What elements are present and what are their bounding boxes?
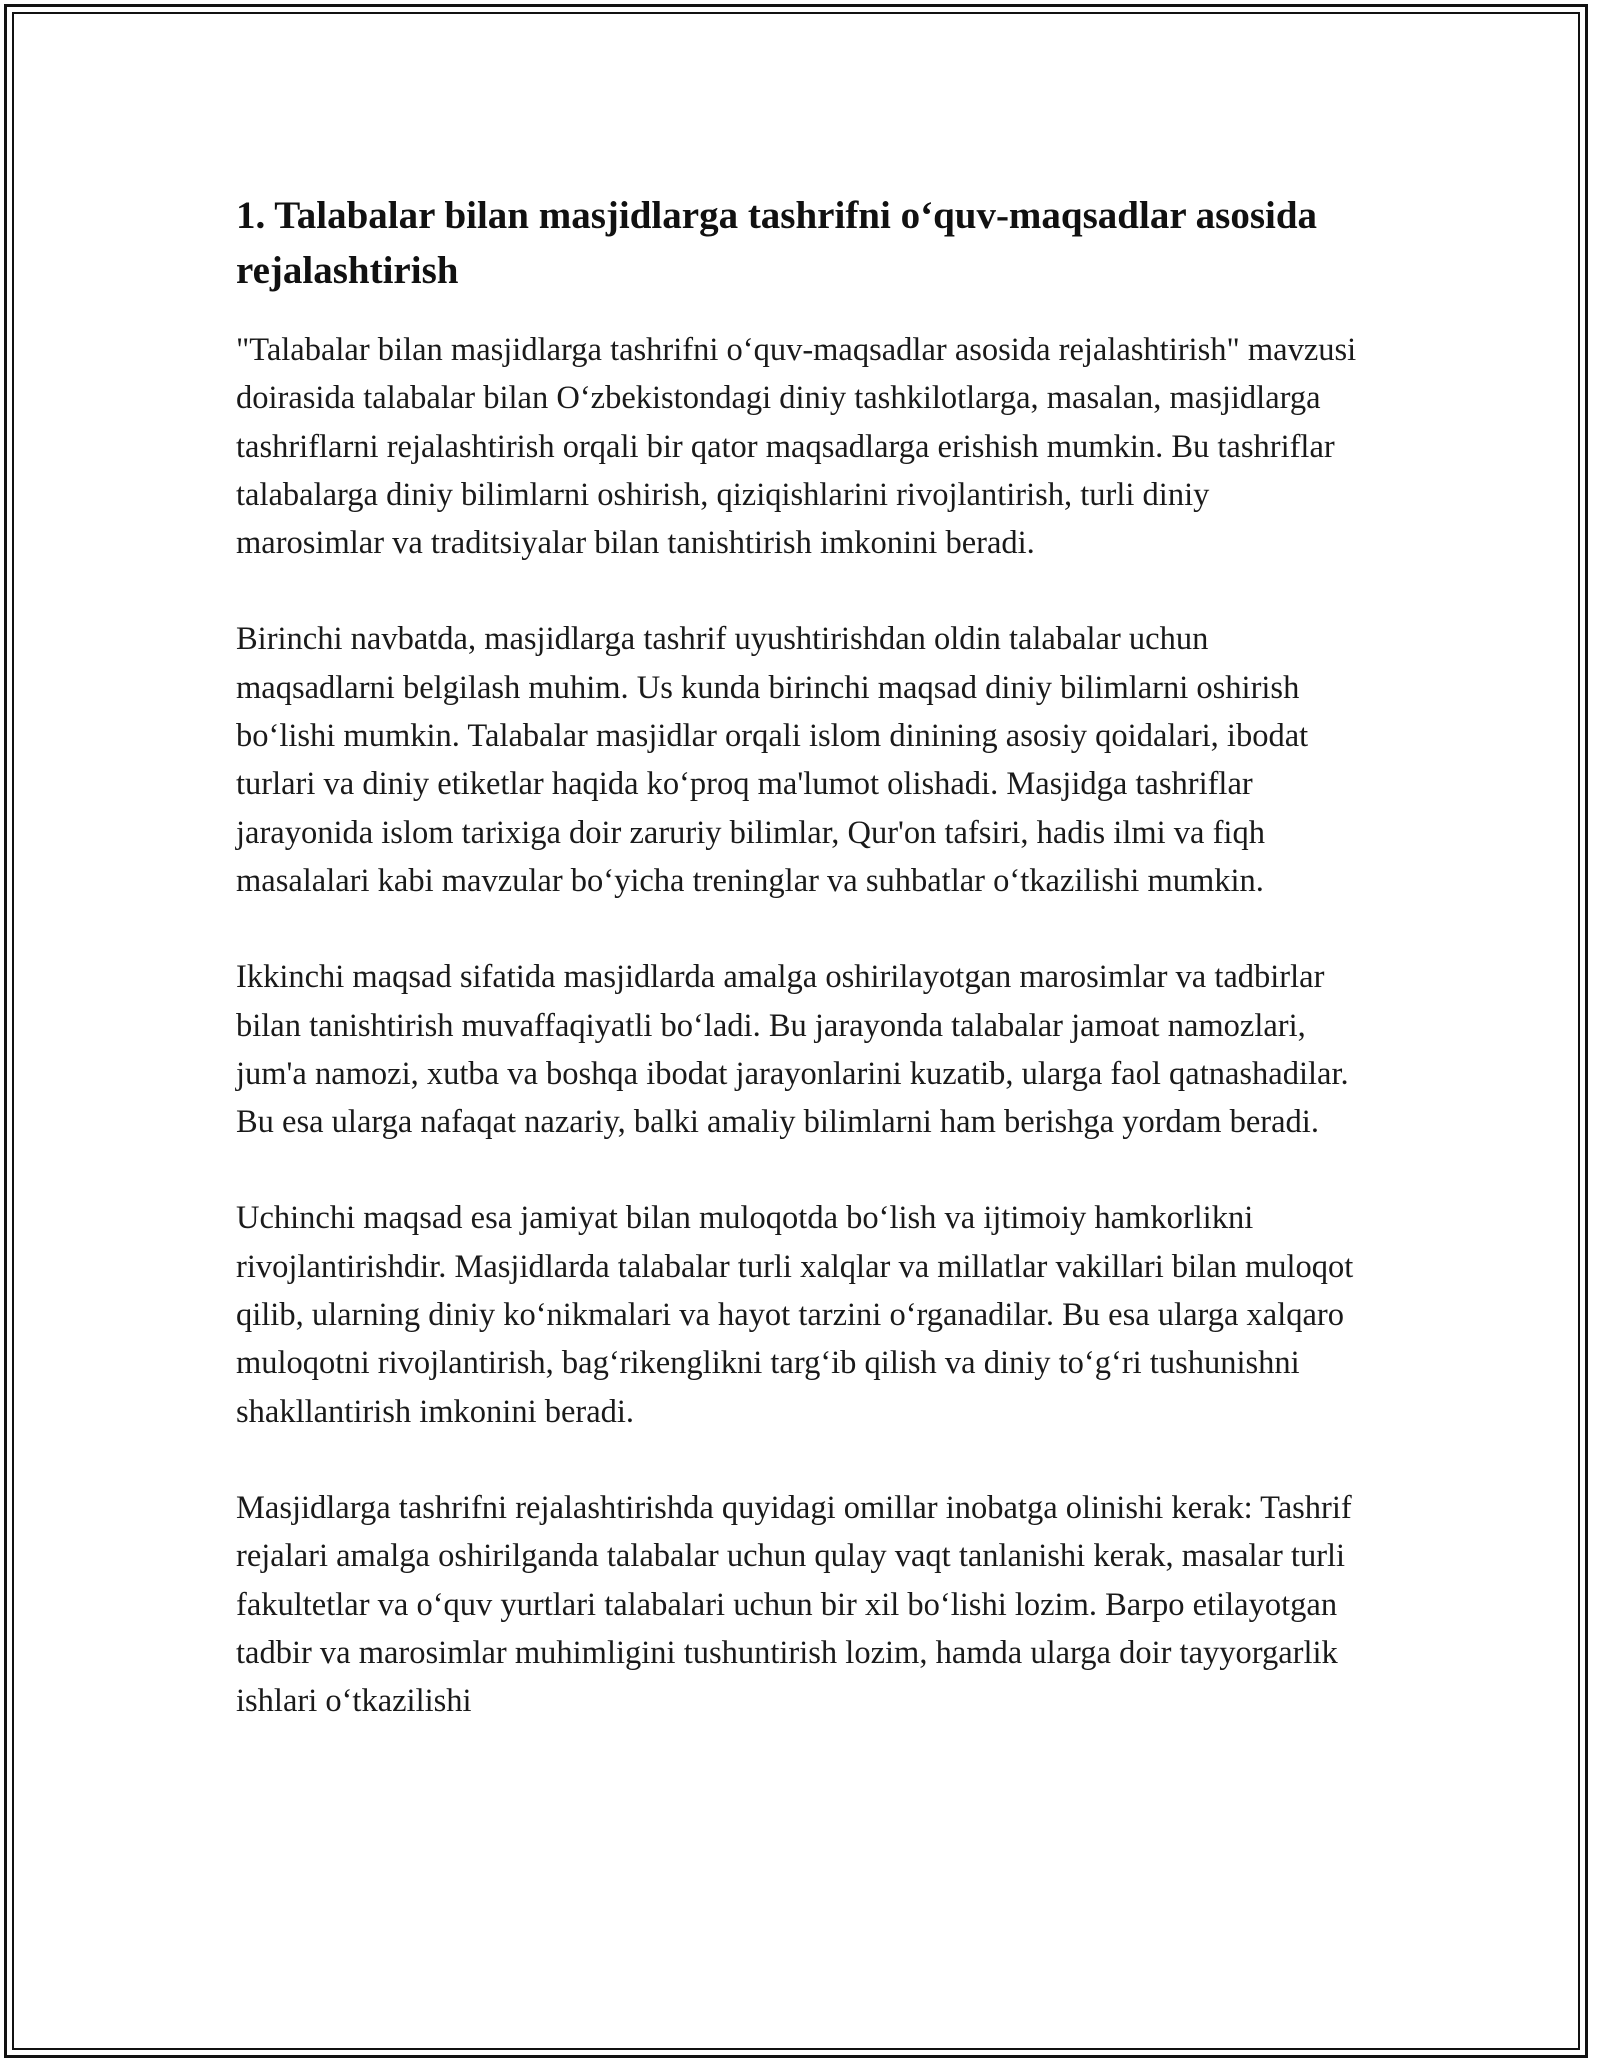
paragraph-first-goal: Birinchi navbatda, masjidlarga tashrif uyushtirishdan oldin talabalar uchun maqsadlarni belgilash muhim. Us kunda birinchi maqsad diniy bilimlarni oshirish bo‘lishi mumkin. Talabalar masjidlar orqali islom dinining asosiy qoidalari, ibodat turlari va diniy etiketlar haqida ko‘proq ma'lumot olishadi. Masjidga tashriflar jarayonida islom tarixiga doir zaruriy bilimlar, Qur'on tafsiri, hadis ilmi va fiqh masalalari kabi mavzular bo‘yicha treninglar va suhbatlar o‘tkazilishi mumkin.: [236, 621, 1309, 899]
document-body: [236, 188, 1364, 1773]
paragraph-planning-factors: Masjidlarga tashrifni rejalashtirishda quyidagi omillar inobatga olinishi kerak: Tashrif rejalari amalga oshirilganda talabalar uchun qulay vaqt tanlanishi kerak, masalar turli fakultetlar va o‘quv yurtlari talabalari uchun bir xil bo‘lishi lozim. Barpo etilayotgan tadbir va marosimlar muhimligini tushuntirish lozim, hamda ularga doir tayyorgarlik ishlari o‘tkazilishi: [236, 1489, 1352, 1720]
paragraph-third-goal: Uchinchi maqsad esa jamiyat bilan muloqotda bo‘lish va ijtimoiy hamkorlikni rivojlantirishdir. Masjidlarda talabalar turli xalqlar va millatlar vakillari bilan muloqot qilib, ularning diniy ko‘nikmalari va hayot tarzini o‘rganadilar. Bu esa ularga xalqaro muloqotni rivojlantirish, bag‘rikenglikni targ‘ib qilish va diniy to‘g‘ri tushunishni shakllantirish imkonini beradi.: [236, 1200, 1354, 1430]
section-heading: 1. Talabalar bilan masjidlarga tashrifni o‘quv-maqsadlar asosida rejalashtirish: [236, 194, 1318, 292]
paragraph-intro: "Talabalar bilan masjidlarga tashrifni o‘quv-maqsadlar asosida rejalashtirish" mavzusi doirasida talabalar bilan O‘zbekistondagi diniy tashkilotlarga, masalan, masjidlarga tashriflarni rejalashtirish orqali bir qator maqsadlarga erishish mumkin. Bu tashriflar talabalarga diniy bilimlarni oshirish, qiziqishlarini rivojlantirish, turli diniy marosimlar va traditsiyalar bilan tanishtirish imkonini beradi.: [236, 332, 1357, 562]
paragraph-second-goal: Ikkinchi maqsad sifatida masjidlarda amalga oshirilayotgan marosimlar va tadbirlar bilan tanishtirish muvaffaqiyatli bo‘ladi. Bu jarayonda talabalar jamoat namozlari, jum'a namozi, xutba va boshqa ibodat jarayonlarini kuzatib, ularga faol qatnashadilar. Bu esa ularga nafaqat nazariy, balki amaliy bilimlarni ham berishga yordam beradi.: [236, 959, 1349, 1141]
